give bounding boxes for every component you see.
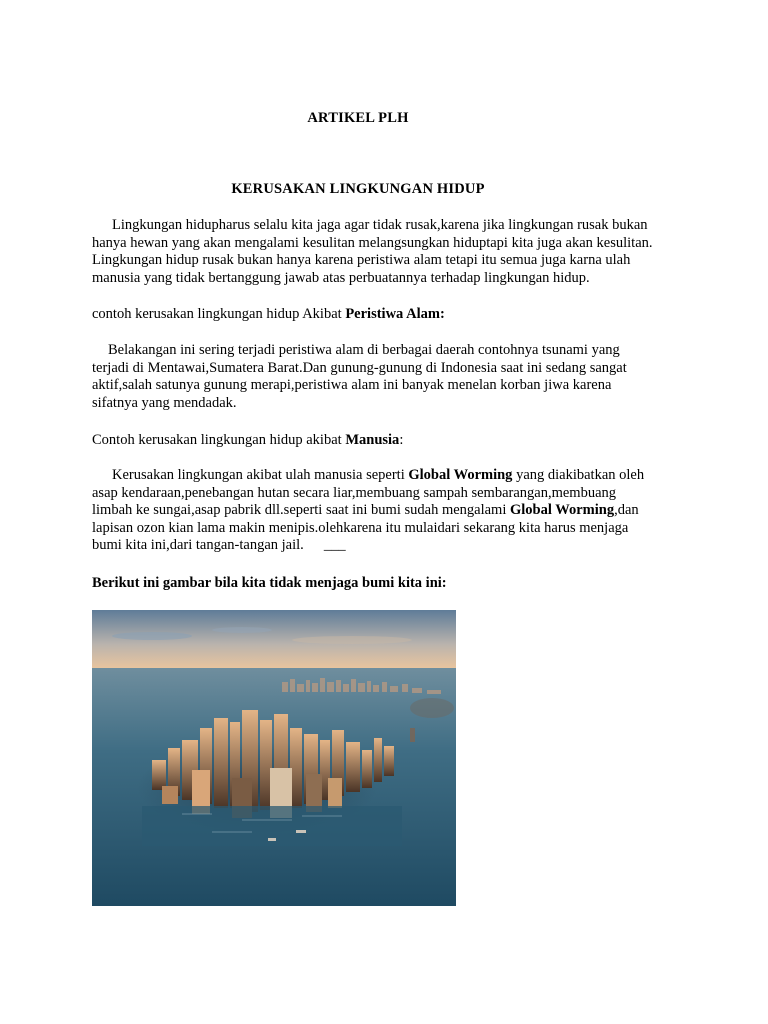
natural-line-1: Belakangan ini sering terjadi peristiwa alam di berbagai daerah contohnya tsunami yang [108,342,620,358]
natural-heading-prefix: contoh kerusakan lingkungan hidup Akibat [92,306,346,322]
natural-heading-bold: Peristiwa Alam: [345,306,445,322]
human-heading-suffix: : [399,432,404,448]
natural-line-3: aktif,salah satunya gunung merapi,peristiwa alam ini banyak menelan korban jiwa karena [92,377,612,394]
intro-paragraph [92,217,712,287]
human-line-3-a: limbah ke sungai,asap pabrik dll.seperti saat ini bumi sudah mengalami [92,502,510,519]
human-line-1-bold: Global Worming [408,467,513,483]
human-heading-prefix: Contoh kerusakan lingkungan hidup akibat [92,432,346,448]
image-intro-heading: Berikut ini gambar bila kita tidak menjaga bumi kita ini: [92,575,447,591]
natural-line-2: terjadi di Mentawai,Sumatera Barat.Dan gunung-gunung di Indonesia saat ini sedang sangat [92,359,627,376]
human-line-1-a: Kerusakan lingkungan akibat ulah manusia seperti [112,467,409,483]
human-damage-paragraph [92,467,712,555]
human-line-5-text: bumi kita ini,dari tangan-tangan jail. [92,537,304,554]
human-line-4: lapisan ozon kian lama makin menipis.olehkarena itu mulaidari sekarang kita harus menjaga [92,519,629,536]
human-line-2: asap kendaraan,penebangan hutan secara liar,membuang sampah sembarangan,membuang [92,484,617,501]
human-heading-bold: Manusia [345,432,400,448]
section-title: KERUSAKAN LINGKUNGAN HIDUP [231,181,485,197]
human-line-5-tail: ___ [323,537,346,554]
intro-line-3: Lingkungan hidup rusak bukan hanya karena peristiwa alam tetapi itu semua juga karna ulah [92,252,631,269]
intro-line-1: Lingkungan hidupharus selalu kita jaga agar tidak rusak,karena jika lingkungan rusak bukan [112,217,648,233]
human-line-3-b: ,dan [614,502,639,519]
flooded-city-illustration [92,610,456,906]
human-line-1-b: yang diakibatkan oleh [512,467,645,483]
flooded-city-photo [92,610,456,906]
human-line-1 [92,467,712,485]
human-line-3-bold: Global Worming [510,502,615,519]
intro-line-4: manusia yang tidak bertanggung jawab atas perbuatannya terhadap lingkungan hidup. [92,269,590,286]
human-line-3 [92,502,712,520]
natural-disaster-heading [92,306,712,324]
human-damage-heading [92,432,712,450]
human-line-5 [92,537,712,555]
natural-line-4: sifatnya yang mendadak. [92,394,237,411]
natural-disaster-paragraph [92,342,712,412]
document-title: ARTIKEL PLH [307,110,409,126]
intro-line-2: hanya hewan yang akan mengalami kesulitan melangsungkan hiduptapi kita juga akan kesulitan. [92,234,653,251]
